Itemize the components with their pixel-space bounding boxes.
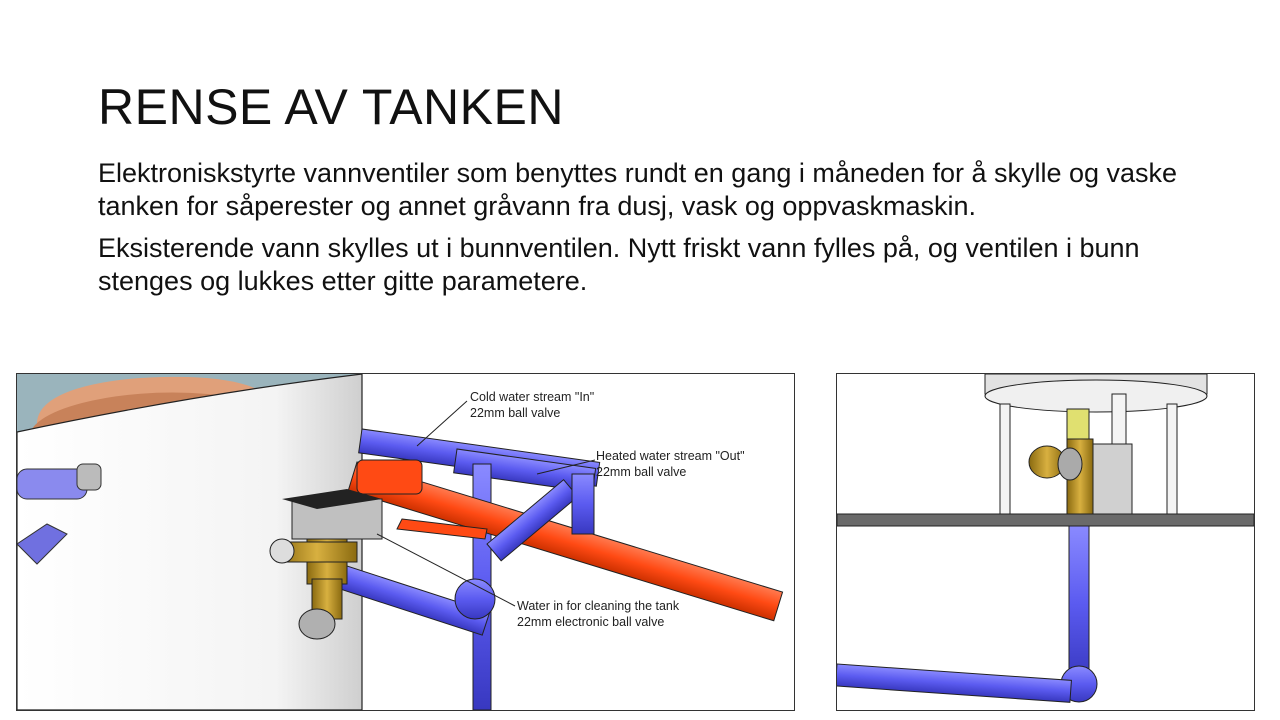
valve-assembly-figure [16, 373, 795, 711]
slide-body [98, 157, 1208, 307]
bottom-valve-drawing [837, 374, 1254, 710]
slide-title: RENSE AV TANKEN [98, 79, 564, 135]
callout-cleaning-line2: 22mm electronic ball valve [517, 615, 665, 629]
paragraph-1: Elektroniskstyrte vannventiler som benyttes rundt en gang i måneden for å skylle og vaske tanken for såperester og annet gråvann fra dusj, vask og oppvaskmaskin. [98, 158, 1178, 221]
callout-hot-line2: 22mm ball valve [596, 465, 687, 479]
paragraph-2: Eksisterende vann skylles ut i bunnventilen. Nytt friskt vann fylles på, og ventilen i bunn stenges og lukkes etter gitte parametere. [98, 233, 1140, 296]
callout-cleaning-line1: Water in for cleaning the tank [517, 599, 680, 613]
bottom-valve-figure [836, 373, 1255, 711]
callout-cold-line2: 22mm ball valve [470, 406, 561, 420]
valve-assembly-drawing [17, 374, 794, 710]
callout-cold-line1: Cold water stream "In" [470, 390, 595, 404]
callout-hot-line1: Heated water stream "Out" [596, 449, 745, 463]
